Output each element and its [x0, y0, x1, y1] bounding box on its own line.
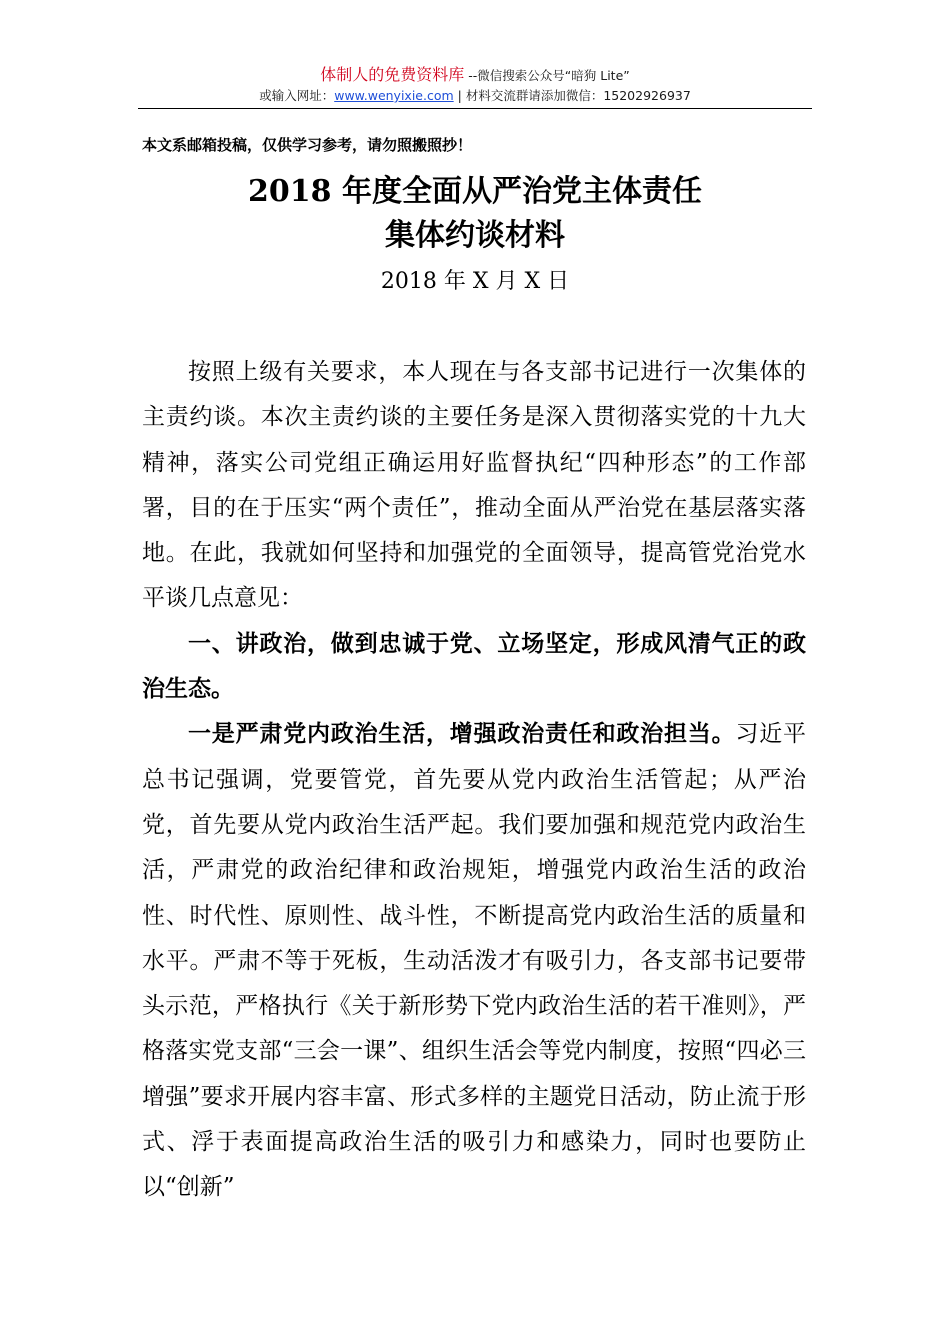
point-lead: 一是严肃党内政治生活，增强政治责任和政治担当。	[188, 721, 736, 748]
document-body	[142, 350, 806, 1211]
page-header	[138, 64, 812, 105]
contact-info: | 材料交流群请添加微信：15202926937	[453, 88, 691, 103]
point-text: 习近平总书记强调，党要管党，首先要从党内政治生活管起；从严治党，首先要从党内政治生活严起。我们要加强和规范党内政治生活，严肃党的政治纪律和政治规矩，增强党内政治生活的政治性、时代性、原则性、战斗性，不断提高党内政治生活的质量和水平。严肃不等于死板，生动活泼才有吸引力，各支部书记要带头示范，严格执行《关于新形势下党内政治生活的若干准则》，严格落实党支部“三会一课”、组织生活会等党内制度，按照“四必三增强”要求开展内容丰富、形式多样的主题党日活动，防止流于形式、浮于表面提高政治生活的吸引力和感染力，同时也要防止以“创新”	[142, 721, 807, 1201]
header-url-line	[138, 87, 812, 105]
copyright-notice: 本文系邮箱投稿，仅供学习参考，请勿照搬照抄！	[142, 136, 473, 154]
title-line-2: 集体约谈材料	[385, 218, 565, 253]
header-divider	[138, 108, 812, 109]
brand-name: 体制人的免费资料库	[320, 65, 465, 84]
point-paragraph	[142, 712, 806, 1210]
intro-paragraph: 按照上级有关要求，本人现在与各支部书记进行一次集体的主责约谈。本次主责约谈的主要任务是深入贯彻落实党的十九大精神，落实公司党组正确运用好监督执纪“四种形态”的工作部署，目的在于压实“两个责任”，推动全面从严治党在基层落实落地。在此，我就如何坚持和加强党的全面领导，提高管党治党水平谈几点意见：	[142, 359, 806, 612]
title-line-1: 2018 年度全面从严治党主体责任	[248, 174, 702, 209]
document-title	[138, 170, 812, 258]
document-date: 2018 年 X 月 X 日	[380, 269, 570, 294]
url-prefix: 或输入网址：	[259, 88, 335, 103]
header-brand-line	[138, 64, 812, 87]
header-tagline: --微信搜索公众号“暗狗 Lite”	[464, 68, 630, 83]
website-link[interactable]: www.wenyixie.com	[334, 88, 454, 103]
section-heading: 一、讲政治，做到忠诚于党、立场坚定，形成风清气正的政治生态。	[142, 630, 806, 703]
